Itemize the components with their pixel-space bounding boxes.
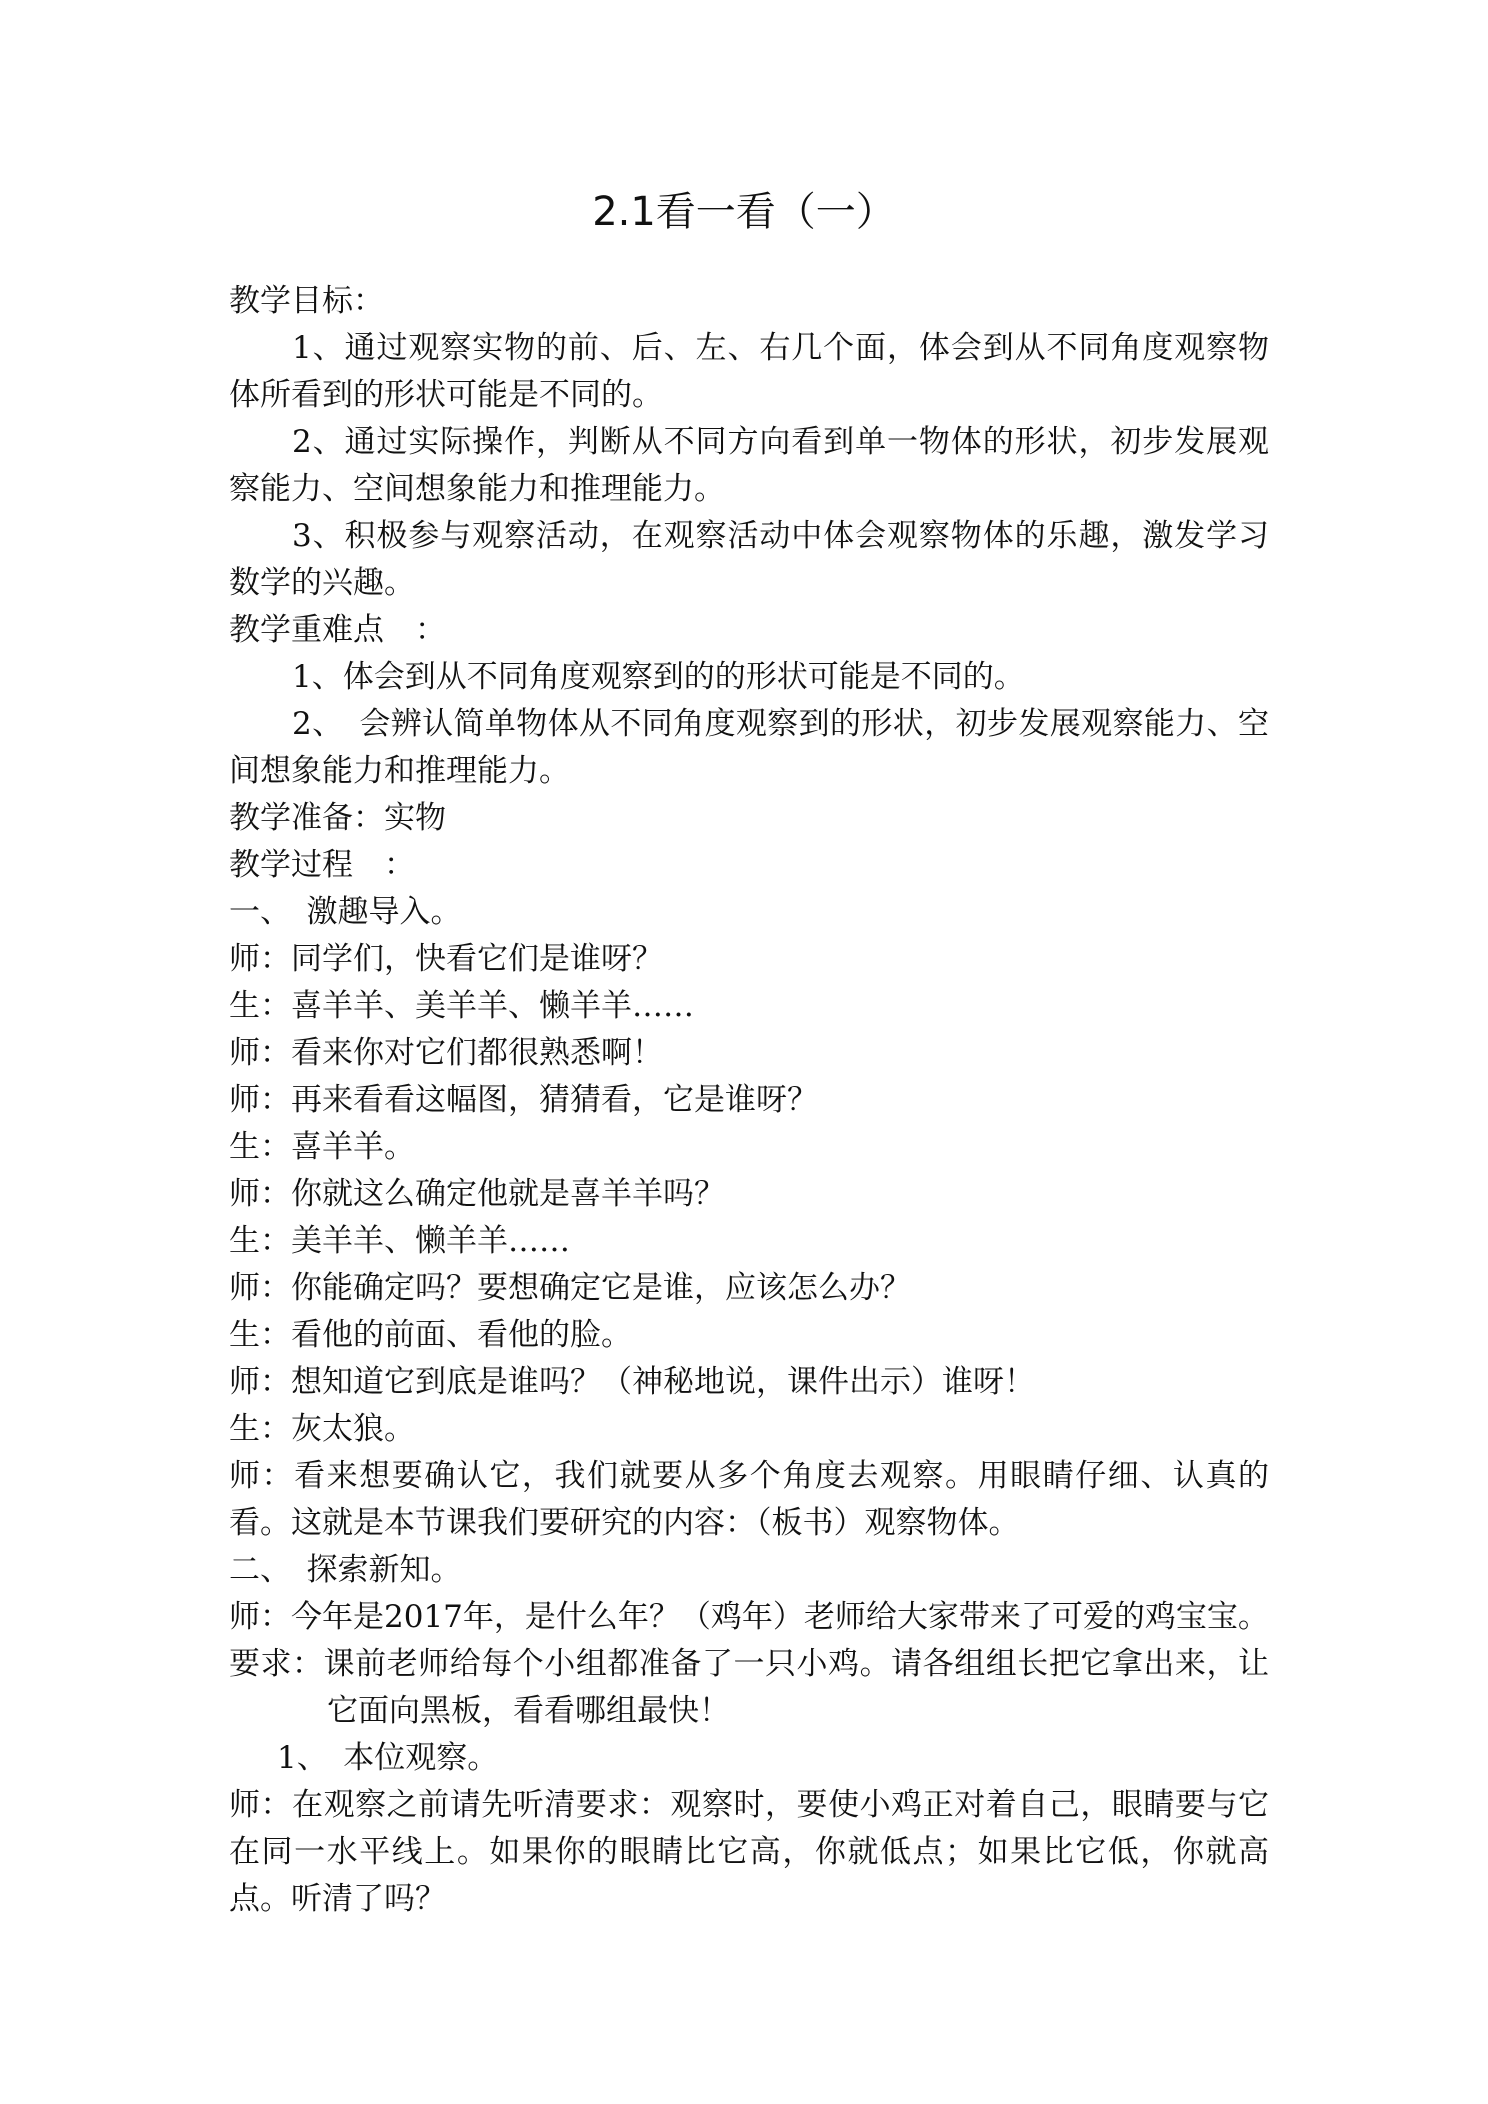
step-heading-intro: 一、 激趣导入。 xyxy=(229,894,462,930)
dialogue-line: 师：你能确定吗？要想确定它是谁，应该怎么办？ xyxy=(229,1270,911,1306)
dialogue-line: 生：灰太狼。 xyxy=(229,1411,415,1447)
dialogue-line: 师：想知道它到底是谁吗？（神秘地说，课件出示）谁呀！ xyxy=(229,1364,1035,1400)
objective-3: 3、积极参与观察活动，在观察活动中体会观察物体的乐趣，激发学习数学的兴趣。 xyxy=(229,518,1269,601)
section-heading-process: 教学过程 ： xyxy=(229,847,415,883)
dialogue-line: 生：看他的前面、看他的脸。 xyxy=(229,1317,632,1353)
dialogue-line: 师：再来看看这幅图，猜猜看，它是谁呀？ xyxy=(229,1082,818,1118)
dialogue-line: 师：看来你对它们都很熟悉啊！ xyxy=(229,1035,663,1071)
dialogue-line: 师：在观察之前请先听清要求：观察时，要使小鸡正对着自己，眼睛要与它在同一水平线上。如果你的眼睛比它高，你就低点；如果比它低，你就高点。听清了吗？ xyxy=(229,1787,1269,1917)
key-point-2: 2、 会辨认简单物体从不同角度观察到的形状，初步发展观察能力、空间想象能力和推理能力。 xyxy=(229,706,1269,789)
step-heading-explore: 二、 探索新知。 xyxy=(229,1552,462,1588)
section-heading-objectives: 教学目标： xyxy=(229,283,384,319)
dialogue-line: 师：看来想要确认它，我们就要从多个角度去观察。用眼睛仔细、认真的看。这就是本节课我们要研究的内容：（板书）观察物体。 xyxy=(229,1458,1269,1541)
requirement-paragraph: 要求：课前老师给每个小组都准备了一只小鸡。请各组组长把它拿出来，让它面向黑板，看看哪组最快！ xyxy=(229,1646,1269,1729)
section-heading-key-points: 教学重难点 ： xyxy=(229,612,446,648)
page-title: 2.1看一看（一） xyxy=(592,189,896,235)
objective-1: 1、通过观察实物的前、后、左、右几个面，体会到从不同角度观察物体所看到的形状可能是不同的。 xyxy=(229,330,1269,413)
dialogue-line: 师：今年是2017年，是什么年？（鸡年）老师给大家带来了可爱的鸡宝宝。 xyxy=(229,1599,1269,1635)
key-point-1: 1、体会到从不同角度观察到的的形状可能是不同的。 xyxy=(292,659,1025,695)
objective-2: 2、通过实际操作，判断从不同方向看到单一物体的形状，初步发展观察能力、空间想象能力和推理能力。 xyxy=(229,424,1269,507)
dialogue-line: 生：美羊羊、懒羊羊…… xyxy=(229,1223,570,1259)
document-body xyxy=(229,278,1269,1923)
dialogue-line: 生：喜羊羊、美羊羊、懒羊羊…… xyxy=(229,988,694,1024)
section-heading-preparation: 教学准备：实物 xyxy=(229,800,446,836)
dialogue-line: 师：你就这么确定他就是喜羊羊吗？ xyxy=(229,1176,725,1212)
dialogue-line: 生：喜羊羊。 xyxy=(229,1129,415,1165)
dialogue-line: 师：同学们，快看它们是谁呀？ xyxy=(229,941,663,977)
sub-step-heading: 1、 本位观察。 xyxy=(277,1740,499,1776)
